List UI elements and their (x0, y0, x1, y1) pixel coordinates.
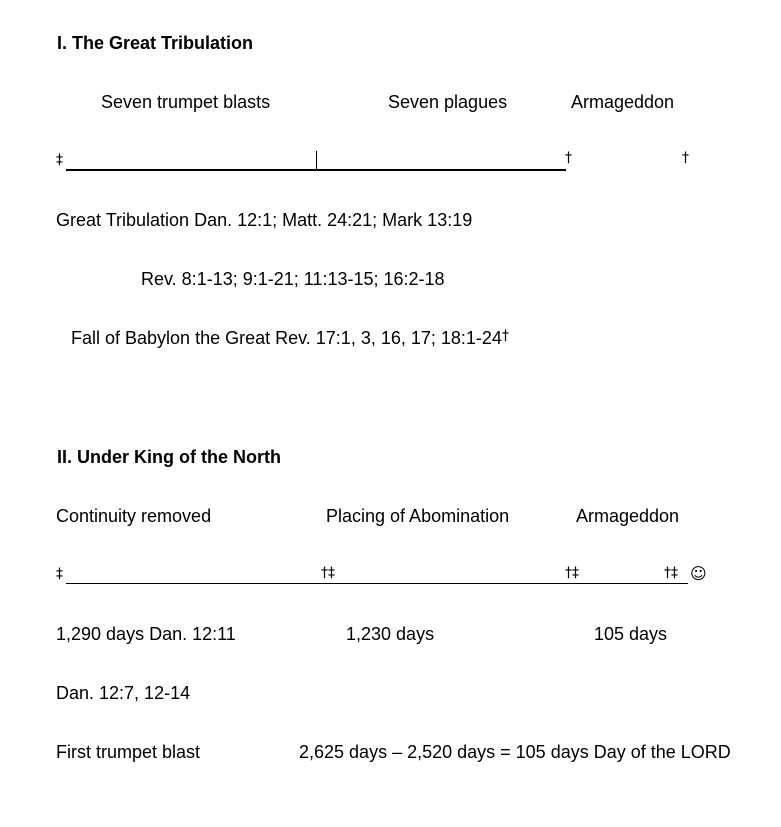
timeline-1-far-mark: † (682, 150, 689, 166)
duration-1290-days: 1,290 days Dan. 12:11 (56, 624, 236, 644)
section2-heading: II. Under King of the North (57, 447, 281, 467)
section1-heading: I. The Great Tribulation (57, 33, 254, 53)
timeline-2-line (66, 583, 688, 584)
timeline-1-line (66, 169, 566, 171)
timeline-2-mid-mark: †‡ (321, 565, 335, 581)
ref-fall-of-babylon-text: Fall of Babylon the Great Rev. 17:1, 3, 16, 17; 18:1-24 (71, 328, 502, 348)
label-armageddon-1: Armageddon (571, 92, 675, 112)
ref-great-tribulation: Great Tribulation Dan. 12:1; Matt. 24:21; Mark 13:19 (56, 210, 473, 230)
label-placing-of-abomination: Placing of Abomination (326, 506, 510, 526)
duration-105-days: 105 days (594, 624, 668, 644)
timeline-1-start-mark: ‡ (56, 152, 63, 168)
ref-daniel: Dan. 12:7, 12-14 (56, 683, 191, 703)
label-seven-trumpet-blasts: Seven trumpet blasts (101, 92, 271, 112)
ref-fall-of-babylon-mark: † (501, 328, 509, 344)
duration-1230-days: 1,230 days (346, 624, 435, 644)
ref-fall-of-babylon (71, 329, 509, 347)
timeline-2-end-mark: †‡ (565, 565, 579, 581)
smiley-icon: ☺ (690, 564, 707, 583)
calculation-day-of-the-lord: 2,625 days – 2,520 days = 105 days Day of the LORD (299, 742, 731, 762)
timeline-2-start-mark: ‡ (56, 566, 63, 582)
timeline-1-divider (316, 151, 317, 169)
timeline-2-far-mark: †‡ (664, 565, 678, 581)
label-continuity-removed: Continuity removed (56, 506, 212, 526)
label-seven-plagues: Seven plagues (388, 92, 508, 112)
ref-revelation: Rev. 8:1-13; 9:1-21; 11:13-15; 16:2-18 (141, 269, 445, 289)
label-first-trumpet-blast: First trumpet blast (56, 742, 201, 762)
label-armageddon-2: Armageddon (576, 506, 680, 526)
timeline-1-end-mark: † (565, 150, 572, 166)
